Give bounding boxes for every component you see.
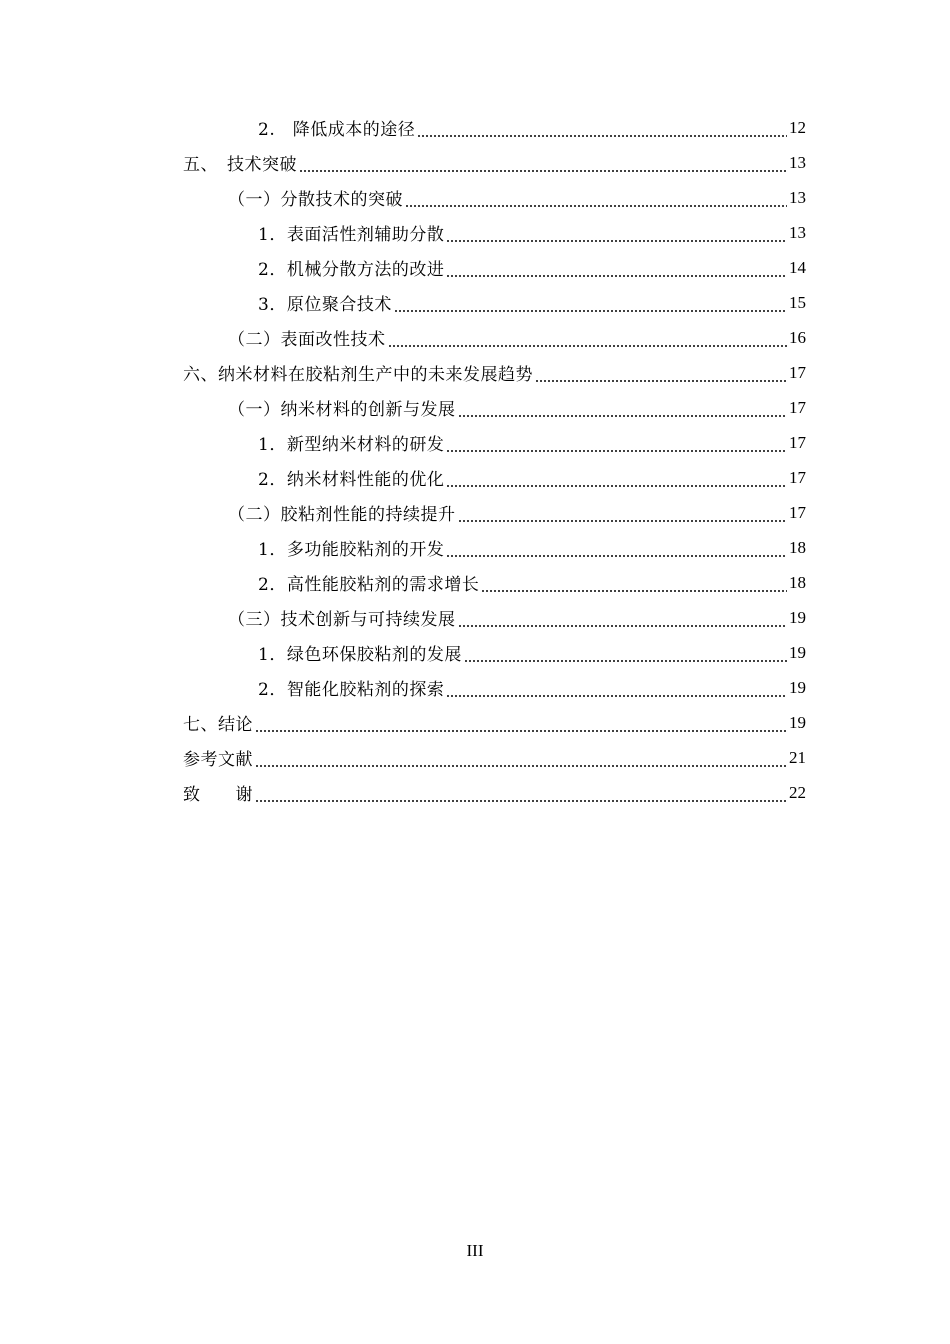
toc-dot-leader [394, 285, 787, 320]
page-number: III [466, 1241, 484, 1260]
toc-dot-leader [535, 355, 787, 390]
toc-dot-leader [458, 600, 788, 635]
toc-entry-title: （三）技术创新与可持续发展 [228, 610, 456, 630]
toc-entry-title: 2．高性能胶粘剂的需求增长 [258, 575, 480, 595]
toc-dot-leader [299, 145, 787, 180]
toc-dot-leader [464, 635, 787, 670]
toc-entry-page: 15 [789, 292, 806, 312]
toc-entry-page: 12 [789, 117, 806, 137]
toc-entry-title: （二）表面改性技术 [228, 330, 386, 350]
toc-dot-leader [446, 530, 787, 565]
toc-entry-title: 1．表面活性剂辅助分散 [258, 225, 445, 245]
toc-entry[interactable] [0, 425, 950, 460]
toc-dot-leader [446, 670, 787, 705]
toc-dot-leader [255, 740, 787, 775]
toc-dot-leader [446, 215, 787, 250]
toc-entry-title: 参考文献 [183, 750, 253, 770]
toc-entry-title: （二）胶粘剂性能的持续提升 [228, 505, 456, 525]
toc-entry[interactable] [0, 250, 950, 285]
toc-entry-title: 致 谢 [183, 785, 253, 805]
toc-entry[interactable] [0, 775, 950, 810]
toc-entry-page: 13 [789, 222, 806, 242]
toc-entry-title: 六、纳米材料在胶粘剂生产中的未来发展趋势 [183, 365, 533, 385]
toc-entry-page: 19 [789, 712, 806, 732]
toc-dot-leader [405, 180, 787, 215]
toc-entry[interactable] [0, 670, 950, 705]
toc-entry-page: 16 [789, 327, 806, 347]
toc-entry-title: （一）分散技术的突破 [228, 190, 403, 210]
toc-entry[interactable] [0, 635, 950, 670]
toc-entry-page: 14 [789, 257, 806, 277]
toc-dot-leader [388, 320, 788, 355]
toc-entry-title: 五、 技术突破 [183, 155, 297, 175]
toc-entry-title: 3．原位聚合技术 [258, 295, 392, 315]
toc-dot-leader [446, 250, 787, 285]
toc-entry[interactable] [0, 145, 950, 180]
toc-entry-title: （一）纳米材料的创新与发展 [228, 400, 456, 420]
toc-entry[interactable] [0, 740, 950, 775]
toc-entry[interactable] [0, 320, 950, 355]
toc-entry-page: 19 [789, 607, 806, 627]
table-of-contents [0, 110, 950, 810]
toc-dot-leader [458, 390, 788, 425]
toc-entry[interactable] [0, 285, 950, 320]
toc-entry-title: 2．机械分散方法的改进 [258, 260, 445, 280]
toc-entry-page: 17 [789, 502, 806, 522]
toc-entry-title: 2．纳米材料性能的优化 [258, 470, 445, 490]
toc-entry[interactable] [0, 705, 950, 740]
toc-entry[interactable] [0, 355, 950, 390]
toc-entry[interactable] [0, 565, 950, 600]
toc-entry-title: 1．多功能胶粘剂的开发 [258, 540, 445, 560]
toc-entry-title: 1．新型纳米材料的研发 [258, 435, 445, 455]
toc-entry-title: 2．智能化胶粘剂的探索 [258, 680, 445, 700]
toc-dot-leader [417, 110, 787, 145]
toc-entry-page: 21 [789, 747, 806, 767]
toc-entry[interactable] [0, 110, 950, 145]
toc-entry-page: 18 [789, 572, 806, 592]
toc-entry-page: 17 [789, 467, 806, 487]
toc-entry-page: 19 [789, 677, 806, 697]
toc-entry-page: 22 [789, 782, 806, 802]
toc-dot-leader [458, 495, 788, 530]
toc-entry-page: 17 [789, 362, 806, 382]
toc-entry[interactable] [0, 460, 950, 495]
toc-entry-title: 1．绿色环保胶粘剂的发展 [258, 645, 462, 665]
toc-entry[interactable] [0, 495, 950, 530]
toc-entry-page: 17 [789, 432, 806, 452]
toc-entry[interactable] [0, 390, 950, 425]
toc-entry[interactable] [0, 530, 950, 565]
toc-entry-page: 13 [789, 152, 806, 172]
toc-entry[interactable] [0, 180, 950, 215]
toc-dot-leader [481, 565, 787, 600]
toc-entry-page: 19 [789, 642, 806, 662]
toc-entry[interactable] [0, 600, 950, 635]
toc-entry-title: 七、结论 [183, 715, 253, 735]
toc-dot-leader [446, 460, 787, 495]
toc-entry-page: 17 [789, 397, 806, 417]
toc-dot-leader [255, 775, 787, 810]
toc-entry[interactable] [0, 215, 950, 250]
toc-entry-page: 18 [789, 537, 806, 557]
toc-dot-leader [446, 425, 787, 460]
toc-entry-title: 2. 降低成本的途径 [258, 120, 416, 140]
toc-entry-page: 13 [789, 187, 806, 207]
toc-dot-leader [255, 705, 787, 740]
